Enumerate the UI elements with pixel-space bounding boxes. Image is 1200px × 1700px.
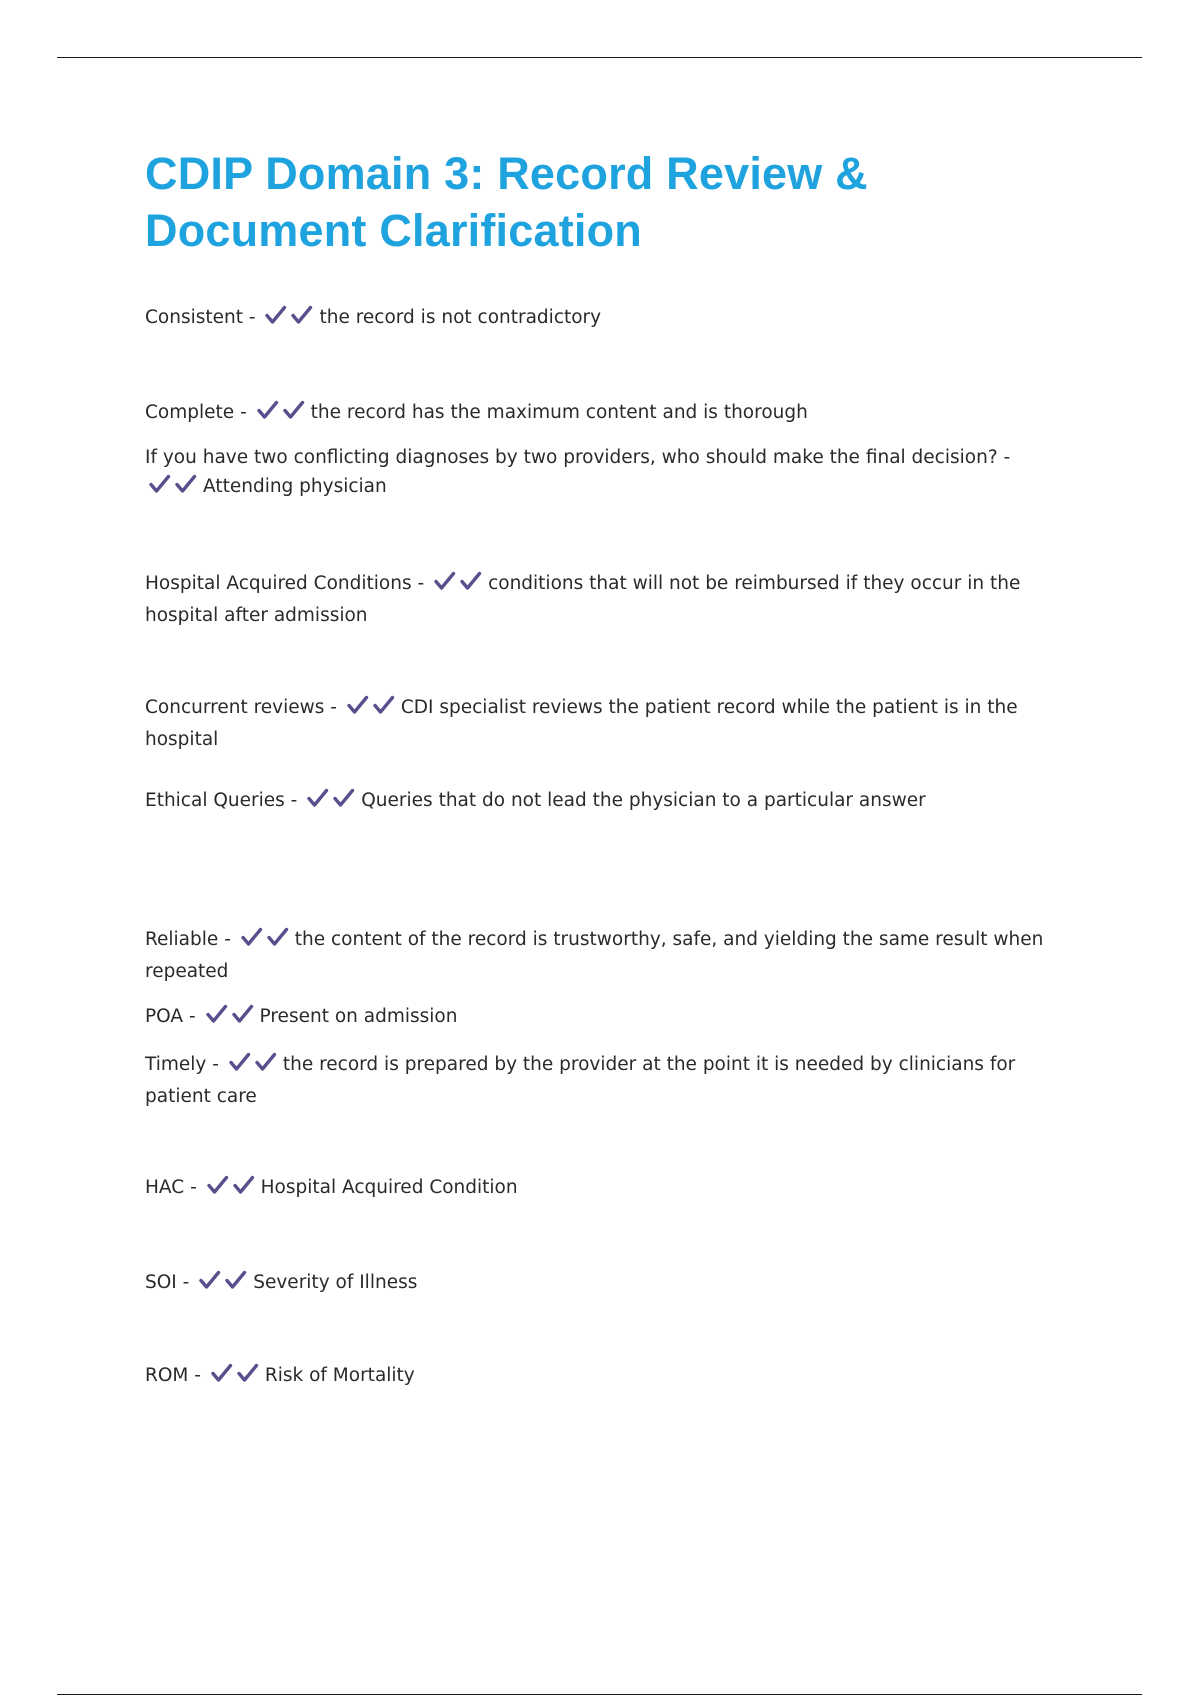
entry-term: Concurrent reviews — [145, 697, 325, 718]
check-icon — [458, 570, 484, 592]
entry-term: SOI — [145, 1272, 177, 1293]
separator: - — [224, 929, 231, 950]
entry-term: Timely — [145, 1054, 207, 1075]
double-check-icon — [209, 1362, 261, 1393]
separator: - — [290, 790, 298, 811]
check-icon — [265, 926, 291, 948]
entry-definition: the record is not contradictory — [319, 307, 602, 328]
check-icon — [223, 1269, 249, 1291]
separator: - — [188, 1006, 196, 1027]
entry-timely — [145, 1050, 1085, 1111]
entry-definition: the content of the record is trustworthy, safe, and yielding the same result when repeated — [145, 929, 1044, 982]
double-check-icon — [197, 1269, 249, 1300]
entry-definition: Hospital Acquired Condition — [260, 1177, 518, 1198]
entry-hac — [145, 1173, 1085, 1205]
entry-definition: Present on admission — [259, 1006, 458, 1027]
check-icon — [281, 399, 307, 421]
check-icon — [147, 473, 173, 495]
double-check-icon — [345, 694, 397, 725]
check-icon — [432, 570, 458, 592]
entry-hospital-acquired-conditions — [145, 569, 1085, 630]
check-icon — [235, 1362, 261, 1384]
check-icon — [173, 473, 199, 495]
entry-rom — [145, 1361, 1085, 1393]
entry-conflicting-diagnoses — [145, 443, 1085, 504]
check-icon — [230, 1003, 256, 1025]
double-check-icon — [205, 1174, 257, 1205]
check-icon — [204, 1003, 230, 1025]
entry-term: Hospital Acquired Conditions — [145, 573, 412, 594]
separator: - — [182, 1272, 190, 1293]
double-check-icon — [227, 1051, 279, 1082]
separator: - — [190, 1177, 197, 1198]
double-check-icon — [305, 787, 357, 818]
double-check-icon — [263, 304, 315, 335]
entry-definition: Risk of Mortality — [264, 1365, 415, 1386]
bottom-page-rule — [57, 1694, 1142, 1695]
check-icon — [289, 304, 315, 326]
separator: - — [248, 307, 256, 328]
separator: - — [212, 1054, 219, 1075]
entry-poa — [145, 1002, 1085, 1034]
entry-term: Consistent — [145, 307, 243, 328]
entry-term: Reliable — [145, 929, 219, 950]
check-icon — [209, 1362, 235, 1384]
entry-term: ROM — [145, 1365, 189, 1386]
entry-definition: conditions that will not be reimbursed if they occur in the hospital after admission — [145, 573, 1021, 626]
separator: - — [1003, 447, 1011, 468]
double-check-icon — [204, 1003, 256, 1034]
check-icon — [331, 787, 357, 809]
check-icon — [263, 304, 289, 326]
entry-definition: Queries that do not lead the physician to a particular answer — [361, 790, 926, 811]
entry-reliable — [145, 925, 1085, 986]
check-icon — [227, 1051, 253, 1073]
entry-definition: Severity of Illness — [253, 1272, 418, 1293]
separator: - — [194, 1365, 201, 1386]
check-icon — [253, 1051, 279, 1073]
entry-term: HAC — [145, 1177, 185, 1198]
check-icon — [255, 399, 281, 421]
double-check-icon — [432, 570, 484, 601]
entry-definition: the record has the maximum content and is thorough — [310, 402, 808, 423]
check-icon — [197, 1269, 223, 1291]
top-page-rule — [57, 57, 1142, 58]
double-check-icon — [239, 926, 291, 957]
entry-ethical-queries — [145, 786, 1085, 818]
entry-definition: the record is prepared by the provider at the point it is needed by clinicians for patient care — [145, 1054, 1016, 1107]
check-icon — [345, 694, 371, 716]
check-icon — [305, 787, 331, 809]
check-icon — [371, 694, 397, 716]
entry-term: If you have two conflicting diagnoses by two providers, who should make the final decision? — [145, 447, 998, 468]
check-icon — [239, 926, 265, 948]
separator: - — [417, 573, 425, 594]
check-icon — [205, 1174, 231, 1196]
entry-term: Ethical Queries — [145, 790, 285, 811]
entry-complete — [145, 398, 1085, 430]
entry-term: POA — [145, 1006, 184, 1027]
double-check-icon — [255, 399, 307, 430]
check-icon — [231, 1174, 257, 1196]
entry-concurrent-reviews — [145, 693, 1085, 754]
entry-soi — [145, 1268, 1085, 1300]
separator: - — [330, 697, 337, 718]
entry-term: Complete — [145, 402, 235, 423]
document-title: CDIP Domain 3: Record Review & Document Clarification — [145, 148, 868, 256]
double-check-icon — [147, 473, 199, 504]
entry-consistent — [145, 303, 1085, 335]
entry-definition: Attending physician — [203, 476, 387, 497]
entry-definition: CDI specialist reviews the patient record while the patient is in the hospital — [145, 697, 1018, 750]
separator: - — [240, 402, 247, 423]
